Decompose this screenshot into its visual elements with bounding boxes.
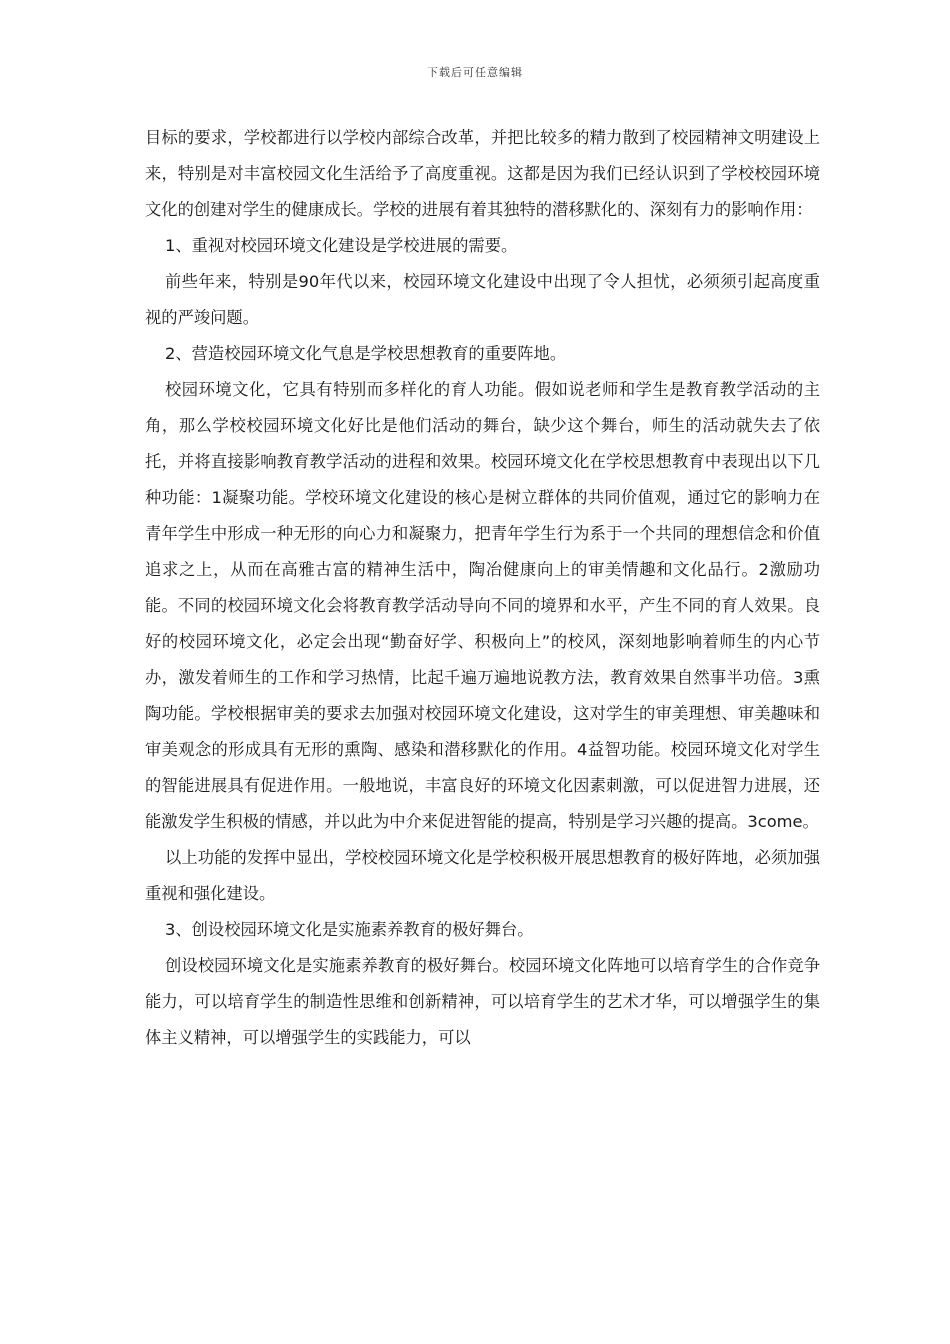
paragraph-intro: 目标的要求，学校都进行以学校内部综合改革，并把比较多的精力散到了校园精神文明建设上来，特别是对丰富校园文化生活给予了高度重视。这都是因为我们已经认识到了学校校园环境文化的创建对学生的健康成长。学校的进展有着其独特的潜移默化的、深刻有力的影响作用： — [145, 128, 820, 219]
paragraph-section-3: 创设校园环境文化是实施素养教育的极好舞台。校园环境文化阵地可以培育学生的合作竞争能力，可以培育学生的制造性思维和创新精神，可以培育学生的艺术才华，可以增强学生的集体主义精神，可以增强学生的实践能力，可以 — [145, 956, 820, 1047]
paragraph-section-2-conclusion: 以上功能的发挥中显出，学校校园环境文化是学校积极开展思想教育的极好阵地，必须加强重视和强化建设。 — [145, 848, 820, 903]
section-heading-1: 1、重视对校园环境文化建设是学校进展的需要。 — [165, 236, 518, 255]
section-heading-2: 2、营造校园环境文化气息是学校思想教育的重要阵地。 — [165, 344, 567, 363]
paragraph-section-1: 前些年来，特别是90年代以来，校园环境文化建设中出现了令人担忧，必须须引起高度重视的严竣问题。 — [145, 272, 820, 327]
section-heading-3: 3、创设校园环境文化是实施素养教育的极好舞台。 — [165, 920, 534, 939]
document-body — [145, 120, 820, 1056]
header-note: 下载后可任意编辑 — [427, 66, 523, 79]
paragraph-section-2-functions: 校园环境文化，它具有特别而多样化的育人功能。假如说老师和学生是教育教学活动的主角，那么学校校园环境文化好比是他们活动的舞台，缺少这个舞台，师生的活动就失去了依托，并将直接影响教育教学活动的进程和效果。校园环境文化在学校思想教育中表现出以下几种功能：1凝聚功能。学校环境文化建设的核心是树立群体的共同价值观，通过它的影响力在青年学生中形成一种无形的向心力和凝聚力，把青年学生行为系于一个共同的理想信念和价值追求之上，从而在高雅古富的精神生活中，陶冶健康向上的审美情趣和文化品行。2激励功能。不同的校园环境文化会将教育教学活动导向不同的境界和水平，产生不同的育人效果。良好的校园环境文化，必定会出现“勤奋好学、积极向上”的校风，深刻地影响着师生的内心节办，激发着师生的工作和学习热情，比起千遍万遍地说教方法，教育效果自然事半功倍。3熏陶功能。学校根据审美的要求去加强对校园环境文化建设，这对学生的审美理想、审美趣味和审美观念的形成具有无形的熏陶、感染和潜移默化的作用。4益智功能。校园环境文化对学生的智能进展具有促进作用。一般地说，丰富良好的环境文化因素刺激，可以促进智力进展，还能激发学生积极的情感，并以此为中介来促进智能的提高，特别是学习兴趣的提高。3come。 — [145, 380, 820, 831]
